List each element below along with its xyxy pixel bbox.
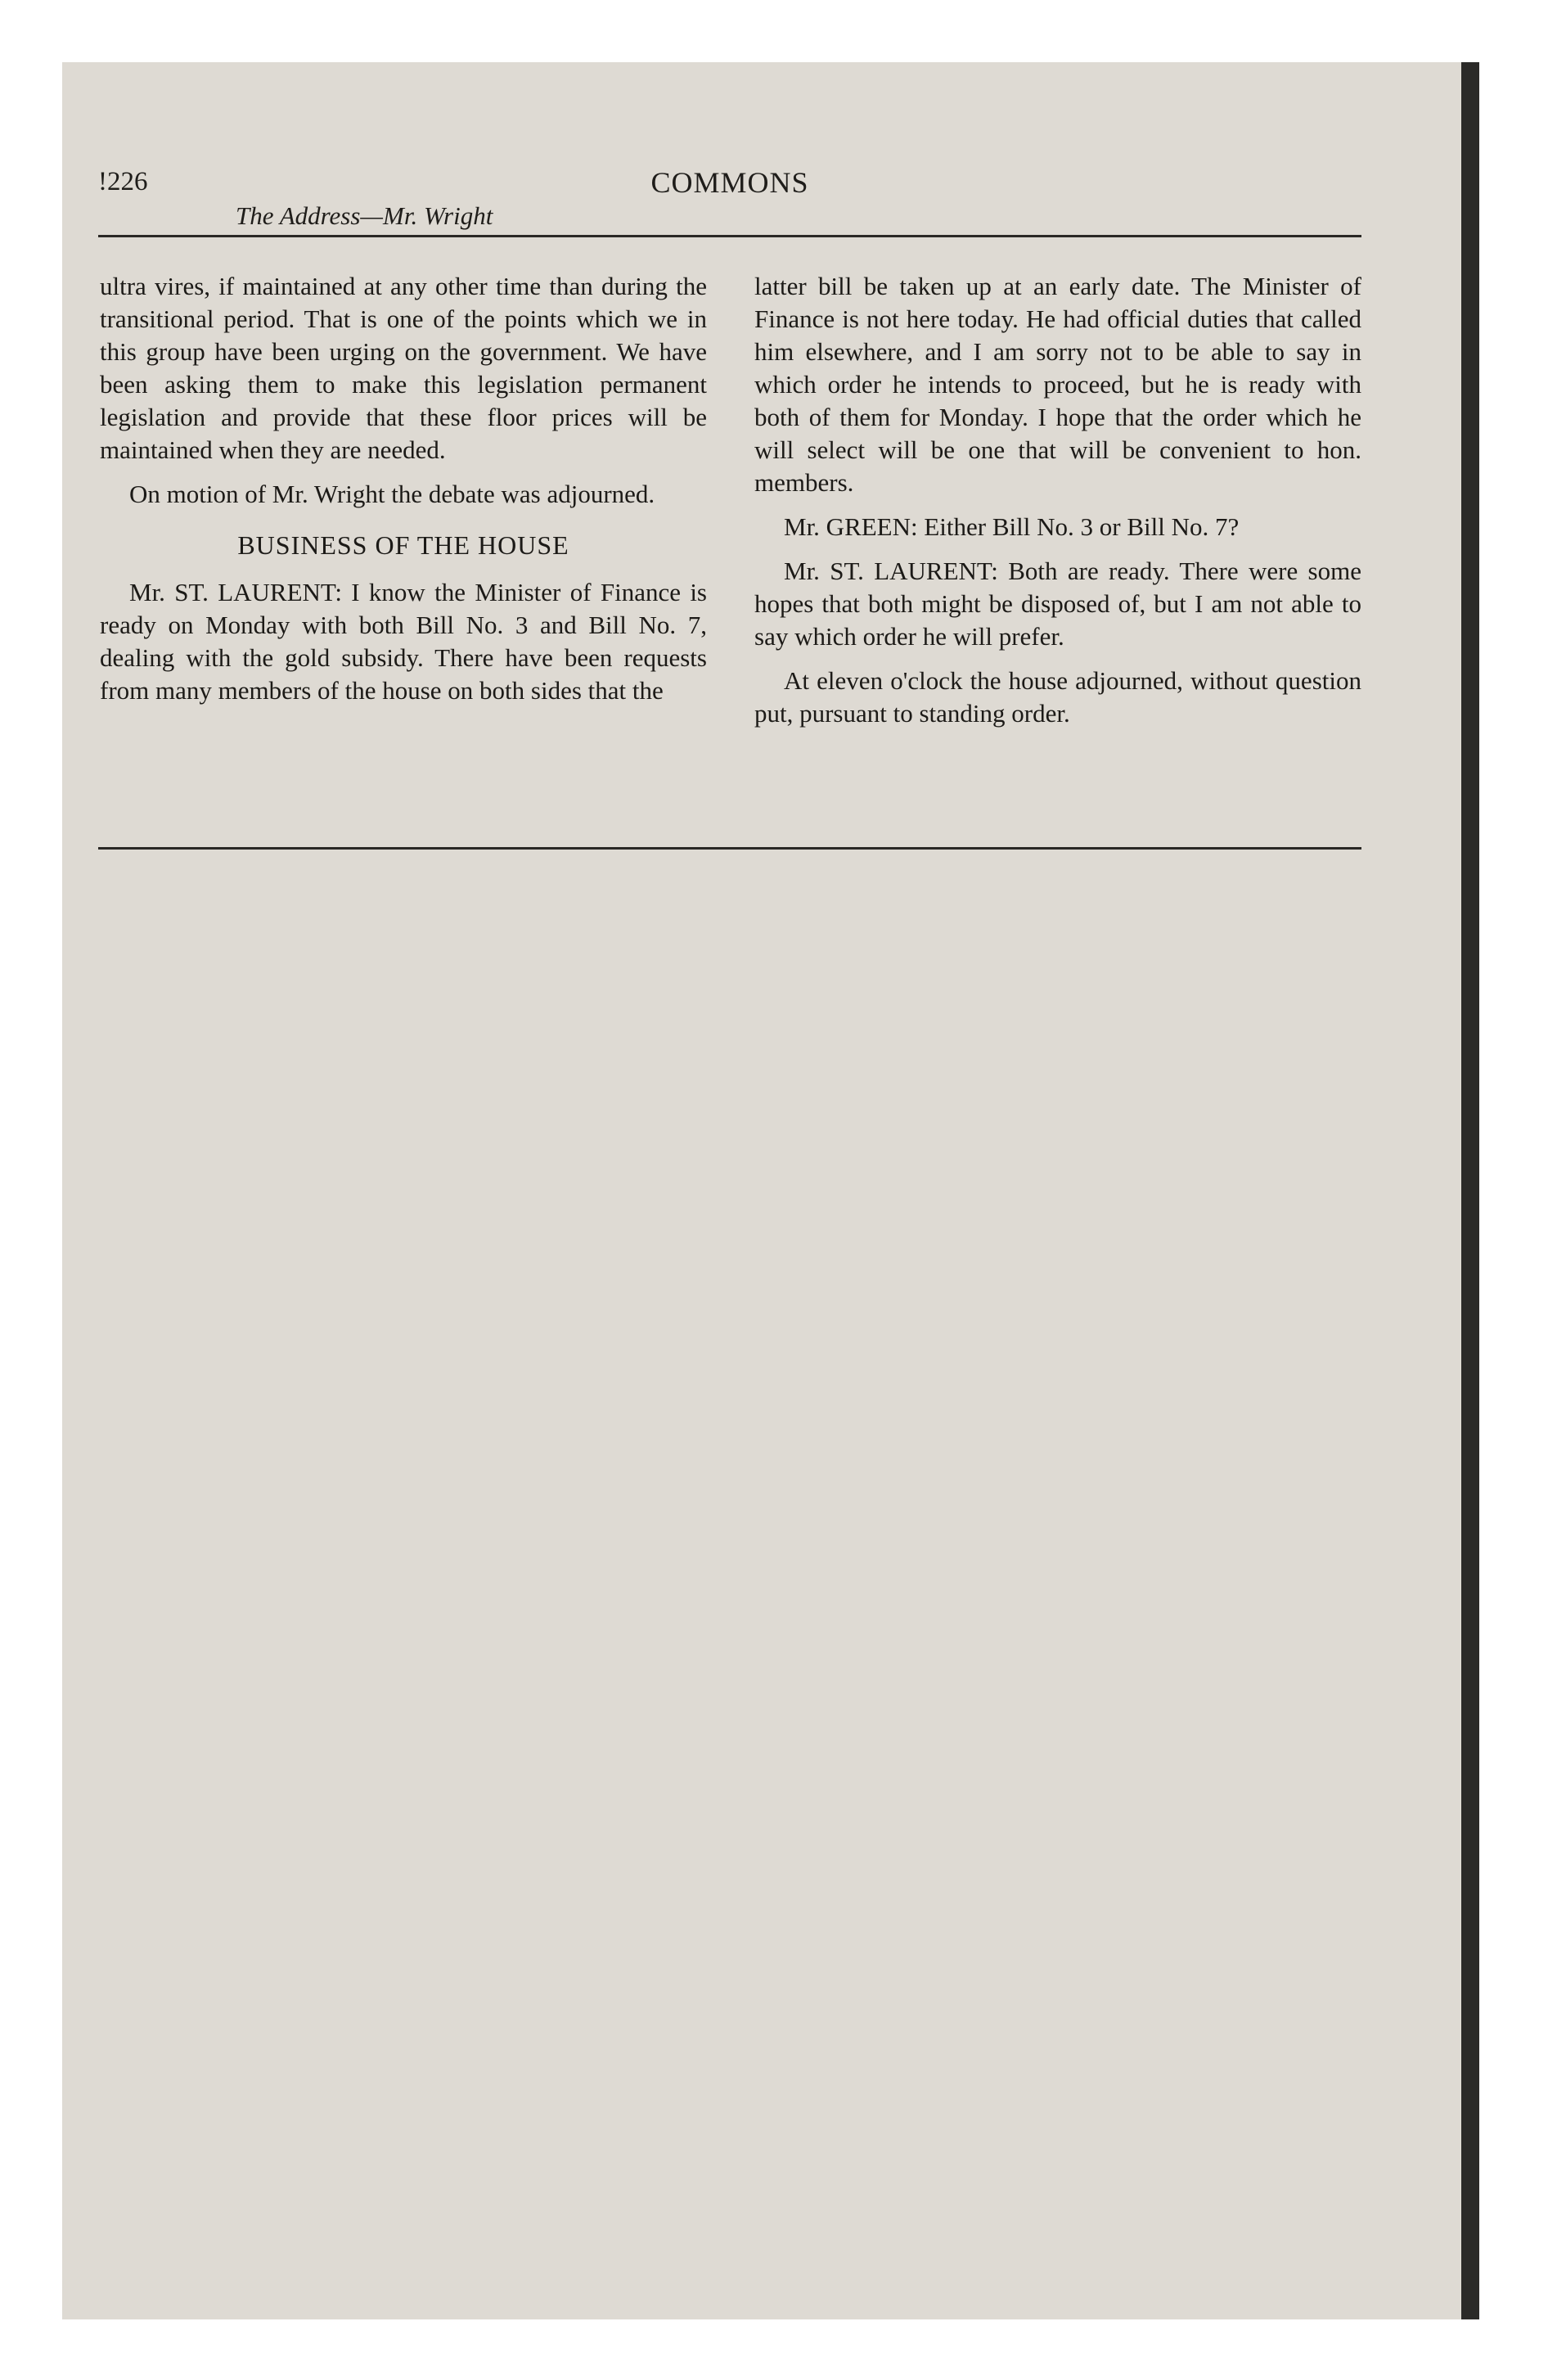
- left-column: [100, 270, 707, 719]
- paragraph: Mr. GREEN: Either Bill No. 3 or Bill No. 7?: [784, 512, 1240, 541]
- paragraph: On motion of Mr. Wright the debate was adjourned.: [129, 480, 655, 508]
- end-rule: [98, 847, 1361, 850]
- section-title: COMMONS: [650, 166, 809, 199]
- page-number: !226: [98, 167, 148, 196]
- binding-edge: [1461, 62, 1479, 2319]
- paragraph: At eleven o'clock the house adjourned, without question put, pursuant to standing order.: [754, 666, 1361, 728]
- section-heading: BUSINESS OF THE HOUSE: [237, 530, 569, 560]
- paragraph: latter bill be taken up at an early date. The Minister of Finance is not here today. He had official duties that called him elsewhere, and I am sorry not to be able to say in which order he intends to proceed, but he is ready with both of them for Monday. I hope that the order which he will select will be one that will be convenient to hon. members.: [754, 272, 1361, 497]
- right-column: [754, 270, 1361, 741]
- running-head: The Address—Mr. Wright: [236, 201, 493, 230]
- paragraph: Mr. ST. LAURENT: I know the Minister of Finance is ready on Monday with both Bill No. 3 and Bill No. 7, dealing with the gold subsidy. There have been requests from many members of the house on both sides that the: [100, 578, 707, 705]
- page-header: [98, 160, 1361, 234]
- paragraph: ultra vires, if maintained at any other time than during the transitional period. That is one of the points which we in this group have been urging on the government. We have been asking them to make this legislation permanent legislation and provide that these floor prices will be maintained when they are needed.: [100, 272, 707, 464]
- paragraph: Mr. ST. LAURENT: Both are ready. There were some hopes that both might be disposed of, but I am not able to say which order he will prefer.: [754, 557, 1361, 651]
- header-rule: [98, 235, 1361, 237]
